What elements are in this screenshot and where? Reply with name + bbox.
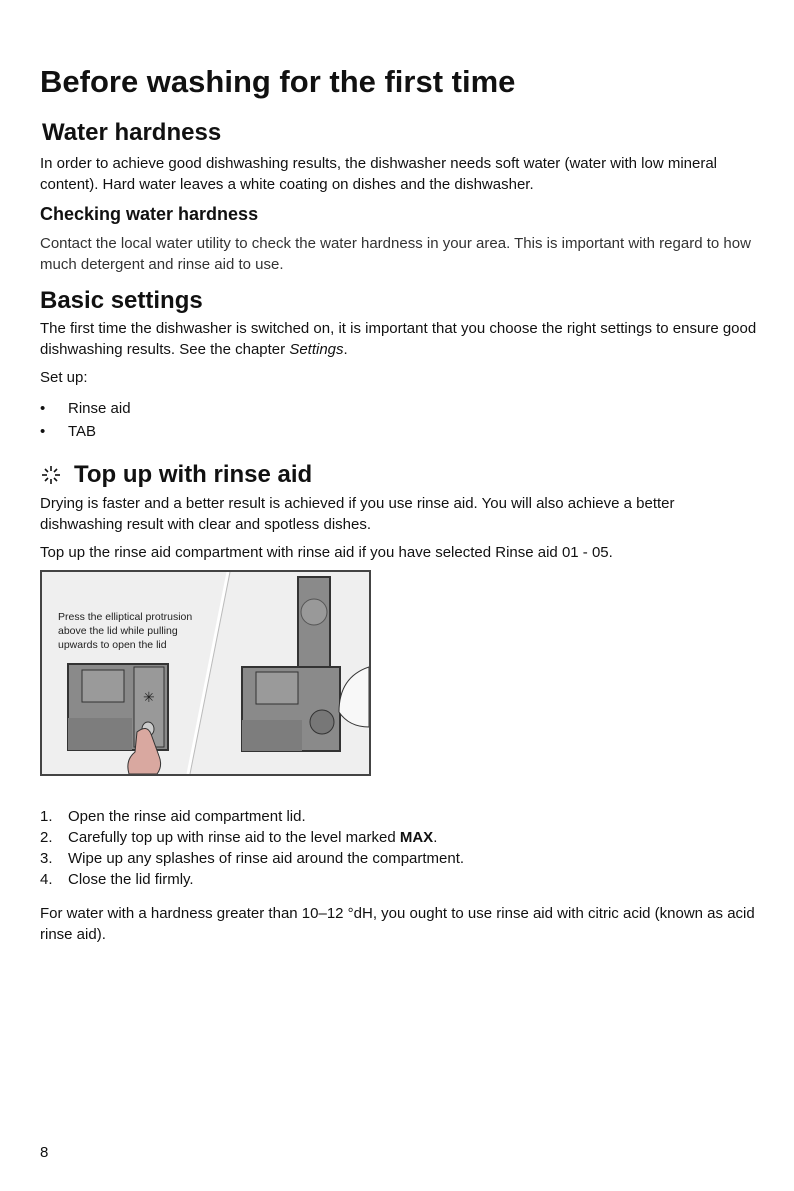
- step-number: 4.: [40, 871, 53, 888]
- rinse-aid-intro: Drying is faster and a better result is achieved if you use rinse aid. You will also achieve a better dishwashing result with clear and spotless dishes.: [40, 495, 675, 533]
- dispenser-drawing: [42, 572, 369, 774]
- settings-chapter-ref: Settings: [289, 341, 344, 358]
- step-text: Wipe up any splashes of rinse aid around the compartment.: [68, 850, 465, 867]
- acid-rinse-aid-note: For water with a hardness greater than 10–12 °dH, you ought to use rinse aid with citric acid (known as acid rinse aid).: [40, 905, 755, 943]
- step-item: [40, 806, 464, 827]
- checking-text: Contact the local water utility to check the water hardness in your area. This is important with regard to how much detergent and rinse aid to use.: [40, 235, 751, 273]
- heading-basic-settings: Basic settings: [40, 287, 203, 314]
- basic-text: The first time the dishwasher is switched on, it is important that you choose the right settings to ensure good dishwashing results. See the chapter: [40, 320, 757, 358]
- page-number: 8: [40, 1144, 49, 1161]
- topup-heading-row: [40, 461, 312, 489]
- heading-water-hardness: Water hardness: [42, 119, 222, 146]
- step-text: Carefully top up with rinse aid to the level marked: [68, 829, 400, 846]
- basic-settings-text: [40, 318, 760, 360]
- rinse-aid-illustration: [40, 570, 371, 776]
- step-number: 1.: [40, 808, 53, 825]
- rinse-aid-instruction: Top up the rinse aid compartment with rinse aid if you have selected Rinse aid 01 - 05.: [40, 544, 613, 561]
- step-text: Open the rinse aid compartment lid.: [68, 808, 306, 825]
- step-number: 3.: [40, 850, 53, 867]
- setup-label: Set up:: [40, 369, 88, 386]
- step-item: [40, 869, 464, 890]
- bullet-text: TAB: [68, 423, 97, 440]
- water-hardness-text: In order to achieve good dishwashing results, the dishwasher needs soft water (water with low mineral content). Hard water leaves a white coating on dishes and the dishwasher.: [40, 155, 718, 193]
- heading-checking-water-hardness: Checking water hardness: [40, 204, 259, 224]
- max-label: MAX: [399, 829, 434, 846]
- bullet-item: • TAB: [40, 423, 97, 440]
- heading-top-up-rinse-aid: Top up with rinse aid: [74, 461, 313, 488]
- rinse-aid-icon: [40, 464, 62, 486]
- figure-caption: Press the elliptical protrusion above the lid while pulling upwards to open the lid: [58, 611, 193, 651]
- bullet-item: • Rinse aid: [40, 400, 131, 417]
- step-number: 2.: [40, 829, 53, 846]
- step-item: [40, 827, 464, 848]
- step-item: [40, 848, 464, 869]
- step-text: Close the lid firmly.: [68, 871, 194, 888]
- bullet-text: Rinse aid: [68, 400, 131, 417]
- step-text-end: .: [433, 829, 438, 846]
- page-title: Before washing for the first time: [40, 64, 516, 99]
- steps-list: [40, 806, 464, 890]
- basic-text-end: .: [343, 341, 348, 358]
- svg-text:✳: ✳: [143, 689, 155, 705]
